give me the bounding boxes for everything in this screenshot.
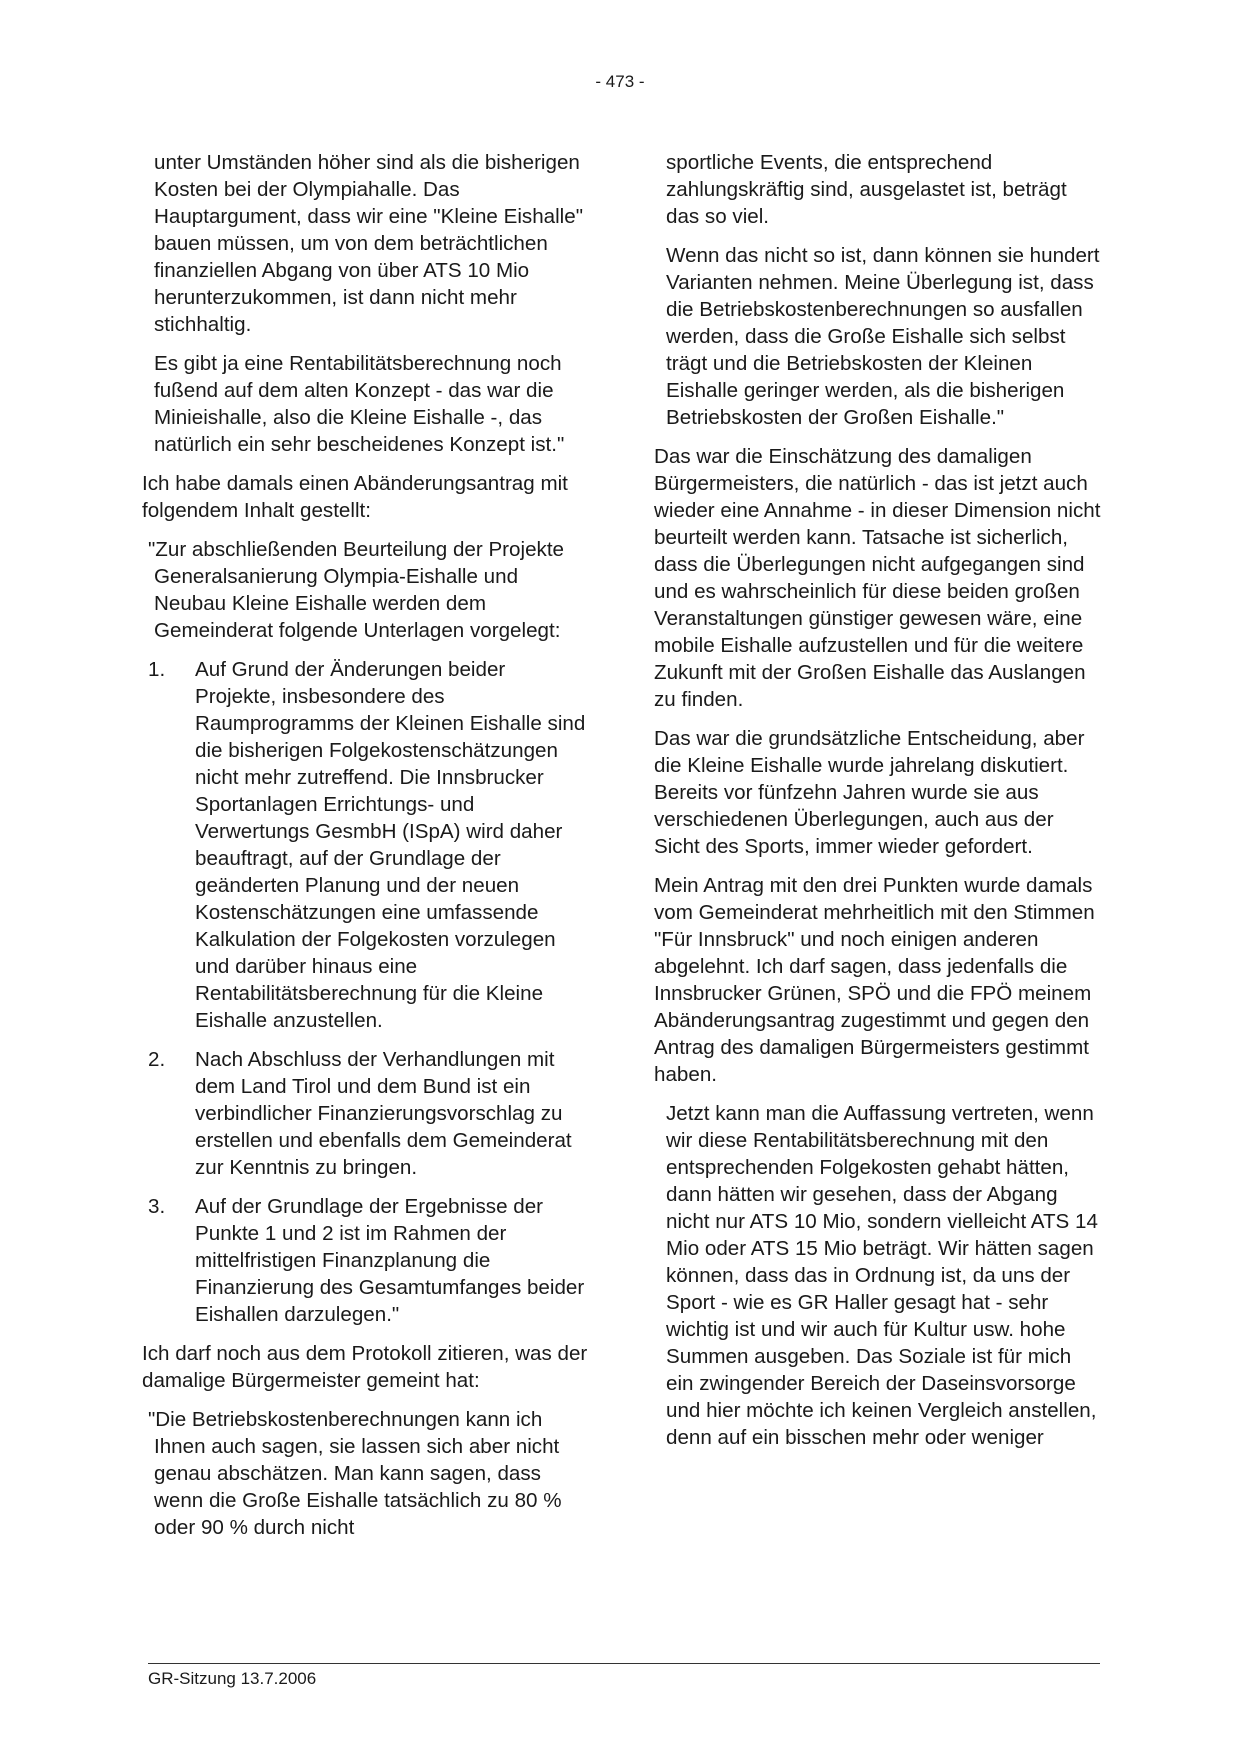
list-item (148, 1046, 590, 1181)
numbered-list (148, 656, 590, 1328)
paragraph: "Die Betriebskostenberechnungen kann ich Ihnen auch sagen, sie lassen sich aber nicht genau abschätzen. Man kann sagen, dass wenn die Große Eishalle tatsächlich zu 80 % oder 90 % durch nicht (148, 1408, 562, 1539)
right-column (654, 149, 1102, 1463)
paragraph: sportliche Events, die entsprechend zahlungskräftig sind, ausgelastet ist, beträgt das so viel. (666, 151, 1067, 228)
paragraph: Das war die grundsätzliche Entscheidung, aber die Kleine Eishalle wurde jahrelang diskutiert. Bereits vor fünfzehn Jahren wurde sie aus verschiedenen Überlegungen, auch aus der Sicht des Sports, immer wieder gefordert. (654, 727, 1085, 858)
list-item-text: Auf der Grundlage der Ergebnisse der Punkte 1 und 2 ist im Rahmen der mittelfristigen Finanzplanung die Finanzierung des Gesamtumfanges beider Eishallen darzulegen." (195, 1195, 585, 1326)
paragraph: unter Umständen höher sind als die bisherigen Kosten bei der Olympiahalle. Das Hauptargument, dass wir eine "Kleine Eishalle" bauen müssen, um von dem beträchtlichen finanziellen Abgang von über ATS 10 Mio herunterzukommen, ist dann nicht mehr stichhaltig. (154, 151, 584, 336)
paragraph: "Zur abschließenden Beurteilung der Projekte Generalsanierung Olympia-Eishalle und Neubau Kleine Eishalle werden dem Gemeinderat folgende Unterlagen vorgelegt: (148, 538, 564, 642)
page-number: - 473 - (595, 72, 645, 91)
paragraph: Jetzt kann man die Auffassung vertreten, wenn wir diese Rentabilitätsberechnung mit den entsprechenden Folgekosten gehabt hätten, dann hätten wir gesehen, dass der Abgang nicht nur ATS 10 Mio, sondern vielleicht ATS 14 Mio oder ATS 15 Mio beträgt. Wir hätten sagen können, dass das in Ordnung ist, da uns der Sport - wie es GR Haller gesagt hat - sehr wichtig ist und wir auch für Kultur usw. hohe Summen ausgeben. Das Soziale ist für mich ein zwingender Bereich der Daseinsvorsorge und hier möchte ich keinen Vergleich anstellen, denn auf ein bisschen mehr oder weniger (666, 1102, 1098, 1449)
list-item-text: Nach Abschluss der Verhandlungen mit dem Land Tirol und dem Bund ist ein verbindlicher Finanzierungsvorschlag zu erstellen und ebenfalls dem Gemeinderat zur Kenntnis zu bringen. (195, 1048, 572, 1179)
footer-divider (148, 1663, 1100, 1664)
paragraph: Es gibt ja eine Rentabilitätsberechnung noch fußend auf dem alten Konzept - das war die Minieishalle, also die Kleine Eishalle -, das natürlich ein sehr bescheidenes Konzept ist." (154, 352, 565, 456)
paragraph: Das war die Einschätzung des damaligen Bürgermeisters, die natürlich - das ist jetzt auch wieder eine Annahme - in dieser Dimension nicht beurteilt werden kann. Tatsache ist sicherlich, dass die Überlegungen nicht aufgegangen sind und es wahrscheinlich für diese beiden großen Veranstaltungen günstiger gewesen wäre, eine mobile Eishalle aufzustellen und für die weitere Zukunft mit der Großen Eishalle das Auslangen zu finden. (654, 445, 1101, 711)
list-item-text: Auf Grund der Änderungen beider Projekte, insbesondere des Raumprogramms der Kleinen Eishalle sind die bisherigen Folgekostenschätzungen nicht mehr zutreffend. Die Innsbrucker Sportanlagen Errichtungs- und Verwertungs GesmbH (ISpA) wird daher beauftragt, auf der Grundlage der geänderten Planung und der neuen Kostenschätzungen eine umfassende Kalkulation der Folgekosten vorzulegen und darüber hinaus eine Rentabilitätsberechnung für die Kleine Eishalle anzustellen. (195, 658, 586, 1032)
left-column (142, 149, 590, 1553)
paragraph: Ich habe damals einen Abänderungsantrag mit folgendem Inhalt gestellt: (142, 472, 568, 522)
list-item (148, 656, 590, 1034)
footer-session-date: GR-Sitzung 13.7.2006 (148, 1669, 317, 1688)
list-item-number: 3. (148, 1195, 166, 1218)
paragraph: Wenn das nicht so ist, dann können sie hundert Varianten nehmen. Meine Überlegung ist, dass die Betriebskostenberechnungen so ausfallen werden, dass die Große Eishalle sich selbst trägt und die Betriebskosten der Kleinen Eishalle geringer werden, als die bisherigen Betriebskosten der Großen Eishalle." (666, 244, 1100, 429)
list-item-number: 2. (148, 1048, 166, 1071)
paragraph: Ich darf noch aus dem Protokoll zitieren, was der damalige Bürgermeister gemeint hat: (142, 1342, 588, 1392)
list-item-number: 1. (148, 658, 166, 681)
list-item (148, 1193, 590, 1328)
paragraph: Mein Antrag mit den drei Punkten wurde damals vom Gemeinderat mehrheitlich mit den Stimmen "Für Innsbruck" und noch einigen anderen abgelehnt. Ich darf sagen, dass jedenfalls die Innsbrucker Grünen, SPÖ und die FPÖ meinem Abänderungsantrag zugestimmt und gegen den Antrag des damaligen Bürgermeisters gestimmt haben. (654, 874, 1095, 1086)
